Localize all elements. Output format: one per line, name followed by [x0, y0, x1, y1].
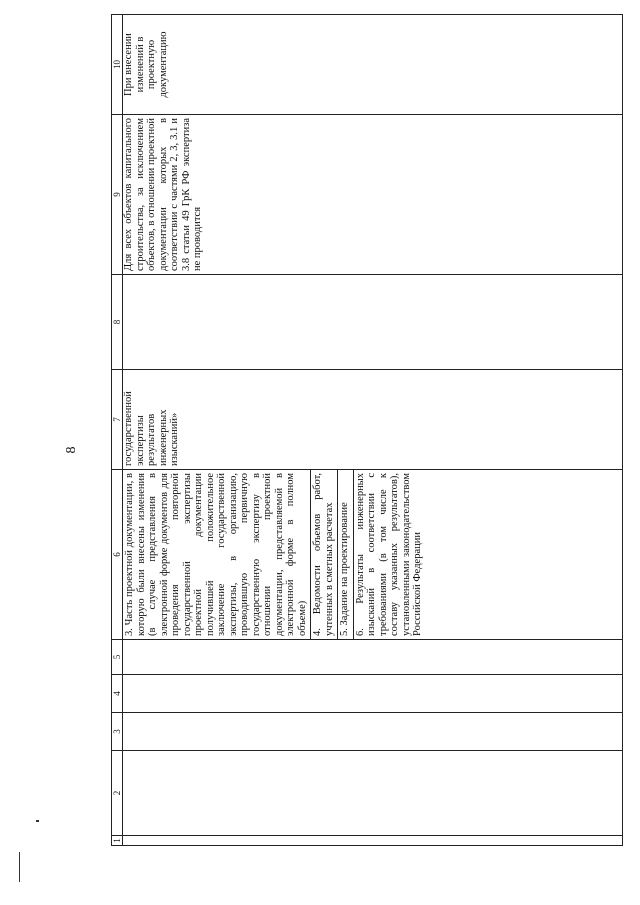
table-cell	[123, 675, 623, 713]
column-header: 7	[112, 370, 123, 470]
table-cell: Для всех объектов капитального строительства, за исключением объектов, в отношении проектной документации которых в соответствии с частями 2, 3, 3.1 и 3.8 статьи 49 ГрК РФ экспертиза не проводится	[123, 115, 623, 275]
margin-mark	[19, 852, 20, 882]
table-row	[123, 15, 623, 846]
table-cell	[123, 275, 623, 370]
column-header: 1	[112, 836, 123, 846]
column-header: 8	[112, 275, 123, 370]
column-header: 2	[112, 751, 123, 836]
requirements-table	[111, 31, 623, 846]
column-header: 5	[112, 640, 123, 675]
table-cell: При внесении изменений в проектную документацию	[123, 15, 623, 115]
column-header: 10	[112, 15, 123, 115]
document-item: 5. Задание на проектирование	[338, 470, 354, 639]
table-cell	[123, 751, 623, 836]
column-header: 3	[112, 713, 123, 751]
documents-cell	[123, 470, 623, 640]
margin-mark	[36, 820, 39, 822]
column-header: 9	[112, 115, 123, 275]
column-header: 6	[112, 470, 123, 640]
document-item: 4. Ведомости объемов работ, учтенных в сметных расчетах	[311, 470, 338, 639]
column-header: 4	[112, 675, 123, 713]
page-number: 8	[64, 446, 79, 454]
table-cell	[123, 836, 623, 846]
document-item: 6. Результаты инженерных изысканий в соответствии с требованиями (в том числе к составу указанных результатов), установленными законодательством Российской Федерации	[354, 473, 423, 636]
document-item: 3. Часть проектной документации, в которую были внесены изменения (в случае представления в электронной форме документов для проведения повторной государственной экспертизы проектной документации получившей положительное заключение государственной экспертизы, в организацию, проводившую первичную государственную экспертизу в отношении проектной документации, представляемой в электронной форме в полном объеме)	[123, 470, 311, 639]
table-cell	[123, 640, 623, 675]
table-cell	[123, 713, 623, 751]
table-cell: государственной экспертизы результатов инженерных изысканий»	[123, 370, 623, 470]
header-row	[112, 15, 123, 846]
